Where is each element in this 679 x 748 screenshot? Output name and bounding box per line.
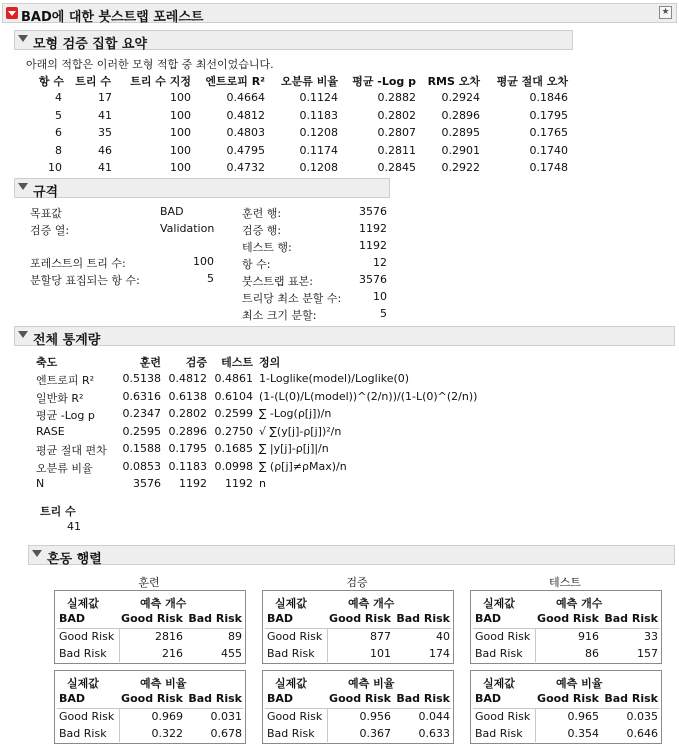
table-cell: 0.2901 xyxy=(441,143,480,157)
table-cell: 0.2750 xyxy=(214,424,253,438)
predicted-header: 예측 개수 xyxy=(556,597,603,610)
table-cell: 0.969 xyxy=(151,710,183,723)
column-header: 엔트로피 R² xyxy=(205,75,265,88)
table-cell: 0.1208 xyxy=(299,126,338,139)
column-header: 항 수 xyxy=(38,75,64,88)
row-label: Bad Risk xyxy=(475,727,523,740)
table-cell: 0.4664 xyxy=(226,91,265,104)
spec-value: 5 xyxy=(380,307,387,320)
column-header: 트리 수 xyxy=(75,75,111,88)
actual-header: 실제값 xyxy=(483,677,515,690)
spec-value: 1192 xyxy=(359,222,387,235)
column-header: 평균 절대 오차 xyxy=(496,75,568,88)
table-cell: 33 xyxy=(644,630,658,643)
divider xyxy=(473,628,659,629)
table-cell: 0.044 xyxy=(418,710,450,723)
table-cell: 455 xyxy=(221,647,242,660)
table-cell: 0.2811 xyxy=(377,143,416,157)
table-cell: 0.2347 xyxy=(122,407,161,420)
spec-label: 분할당 표집되는 항 수: xyxy=(30,274,140,287)
spec-label: 검증 행: xyxy=(242,224,282,237)
report-title: BAD에 대한 붓스트랩 포레스트 xyxy=(21,10,204,25)
table-cell: 0.4732 xyxy=(226,161,265,174)
column-header: Bad Risk xyxy=(604,692,658,705)
table-cell: 46 xyxy=(98,143,112,157)
spec-label: 검증 열: xyxy=(30,224,70,237)
confusion-rate-table xyxy=(54,670,246,744)
table-cell: 0.633 xyxy=(418,727,450,740)
table-cell: 0.1685 xyxy=(214,442,253,455)
spec-value: 5 xyxy=(207,272,214,285)
section-spec[interactable] xyxy=(14,178,390,198)
table-cell: 0.1588 xyxy=(122,442,161,455)
table-cell: 0.2845 xyxy=(377,161,416,174)
measure-name: 일반화 R² xyxy=(36,391,84,405)
table-cell: 0.4795 xyxy=(226,143,265,157)
definition: √ ∑(y[j]-ρ[j])²/n xyxy=(259,424,342,438)
section-confusion-matrix[interactable] xyxy=(28,545,675,565)
section-overall-stats[interactable] xyxy=(14,326,675,346)
table-cell: 6 xyxy=(55,126,62,139)
disclosure-triangle-icon[interactable] xyxy=(18,35,28,42)
column-header: 트리 수 지정 xyxy=(130,75,191,88)
table-cell: 0.2882 xyxy=(377,91,416,104)
predicted-header: 예측 비율 xyxy=(348,677,395,690)
column-header: 축도 xyxy=(36,356,58,369)
table-cell: 35 xyxy=(98,126,112,139)
table-cell: 877 xyxy=(370,630,391,643)
table-cell: 0.4812 xyxy=(168,372,207,385)
measure-name: N xyxy=(36,477,45,490)
actual-header: 실제값 xyxy=(483,597,515,610)
spec-value: 100 xyxy=(193,255,214,268)
table-cell: 0.0998 xyxy=(214,459,253,473)
table-cell: 0.2896 xyxy=(441,108,480,122)
column-header: Good Risk xyxy=(329,612,391,625)
table-cell: 5 xyxy=(55,108,62,122)
table-cell: 0.6138 xyxy=(168,389,207,403)
group-label: 검증 xyxy=(346,576,368,589)
target-label: BAD xyxy=(59,612,86,625)
group-label: 훈련 xyxy=(138,576,160,589)
section-validation-summary[interactable] xyxy=(14,30,573,50)
row-label: Bad Risk xyxy=(59,727,107,740)
column-header: 검증 xyxy=(185,356,207,369)
column-header: 훈련 xyxy=(139,356,161,369)
table-cell: 0.2802 xyxy=(377,108,416,122)
table-cell: 41 xyxy=(98,108,112,122)
table-cell: 0.1183 xyxy=(168,459,207,473)
predicted-header: 예측 개수 xyxy=(348,597,395,610)
column-header: Bad Risk xyxy=(188,692,242,705)
definition: 1-Loglike(model)/Loglike(0) xyxy=(259,372,410,385)
table-cell: 0.956 xyxy=(359,710,391,723)
column-header: Good Risk xyxy=(537,692,599,705)
table-cell: 0.2599 xyxy=(214,407,253,420)
table-cell: 17 xyxy=(98,91,112,104)
row-label: Good Risk xyxy=(59,710,115,723)
target-label: BAD xyxy=(267,692,294,705)
confusion-rate-table xyxy=(262,670,454,744)
table-cell: 0.1174 xyxy=(299,143,338,157)
column-header: Bad Risk xyxy=(396,692,450,705)
table-cell: 0.5138 xyxy=(122,372,161,385)
trees-value: 41 xyxy=(67,520,81,533)
column-header: Good Risk xyxy=(329,692,391,705)
row-label: Good Risk xyxy=(59,630,115,643)
column-header: Good Risk xyxy=(537,612,599,625)
red-triangle-menu-icon[interactable] xyxy=(6,7,18,19)
table-cell: 0.646 xyxy=(626,727,658,740)
target-label: BAD xyxy=(267,612,294,625)
spec-label: 트리당 최소 분할 수: xyxy=(242,292,342,305)
table-cell: 0.6316 xyxy=(122,389,161,403)
table-cell: 0.1124 xyxy=(299,91,338,104)
column-header: 테스트 xyxy=(221,356,253,369)
row-label: Bad Risk xyxy=(267,727,315,740)
row-label: Good Risk xyxy=(267,710,323,723)
table-cell: 0.6104 xyxy=(214,389,253,403)
divider xyxy=(265,628,451,629)
spec-value: 10 xyxy=(373,290,387,303)
table-cell: 10 xyxy=(48,161,62,174)
divider xyxy=(57,708,243,709)
group-label: 테스트 xyxy=(549,576,581,589)
table-cell: 100 xyxy=(170,161,191,174)
table-cell: 0.322 xyxy=(151,727,183,740)
spec-value: 12 xyxy=(373,256,387,269)
confusion-count-table xyxy=(470,590,662,664)
definition: ∑ -Log(ρ[j])/n xyxy=(259,407,332,420)
spec-label: 붓스트랩 표본: xyxy=(242,275,313,288)
table-cell: 0.1765 xyxy=(529,126,568,139)
row-label: Bad Risk xyxy=(267,647,315,660)
spec-value: 3576 xyxy=(359,273,387,286)
section-title: 모형 검증 집합 요약 xyxy=(33,37,148,52)
table-cell: 0.1208 xyxy=(299,161,338,174)
predicted-header: 예측 비율 xyxy=(140,677,187,690)
confusion-count-table xyxy=(262,590,454,664)
table-cell: 216 xyxy=(162,647,183,660)
table-cell: 0.1183 xyxy=(299,108,338,122)
measure-name: RASE xyxy=(36,424,65,438)
spec-label: 테스트 행: xyxy=(242,241,292,254)
spec-label: 항 수: xyxy=(242,258,271,271)
definition: ∑ |y[j]-ρ[j]|/n xyxy=(259,442,329,455)
definition: (1-(L(0)/L(model))^(2/n))/(1-L(0)^(2/n)) xyxy=(259,389,478,403)
row-label: Good Risk xyxy=(475,710,531,723)
table-cell: 916 xyxy=(578,630,599,643)
disclosure-triangle-icon[interactable] xyxy=(18,183,28,190)
table-cell: 0.2895 xyxy=(441,126,480,139)
column-header: Bad Risk xyxy=(188,612,242,625)
table-cell: 0.678 xyxy=(210,727,242,740)
column-header: Good Risk xyxy=(121,612,183,625)
spec-label: 최소 크기 분할: xyxy=(242,309,317,322)
table-cell: 0.965 xyxy=(567,710,599,723)
column-header: Bad Risk xyxy=(604,612,658,625)
spec-label: 목표값 xyxy=(30,207,62,220)
divider xyxy=(57,628,243,629)
table-cell: 0.2924 xyxy=(441,91,480,104)
table-cell: 3576 xyxy=(133,477,161,490)
table-cell: 0.1740 xyxy=(529,143,568,157)
validation-note: 아래의 적합은 이러한 모형 적합 중 최선이었습니다. xyxy=(26,58,274,71)
disclosure-triangle-icon[interactable] xyxy=(32,550,42,557)
table-cell: 0.1846 xyxy=(529,91,568,104)
table-cell: 174 xyxy=(429,647,450,660)
predicted-header: 예측 개수 xyxy=(140,597,187,610)
row-label: Good Risk xyxy=(475,630,531,643)
table-cell: 100 xyxy=(170,91,191,104)
divider xyxy=(265,708,451,709)
measure-name: 엔트로피 R² xyxy=(36,374,95,387)
target-label: BAD xyxy=(59,692,86,705)
target-label: BAD xyxy=(475,692,502,705)
table-cell: 0.2595 xyxy=(122,424,161,438)
row-label: Bad Risk xyxy=(475,647,523,660)
column-header: 오분류 비율 xyxy=(281,75,338,88)
table-cell: 0.035 xyxy=(626,710,658,723)
column-header: Good Risk xyxy=(121,692,183,705)
table-cell: 0.1748 xyxy=(529,161,568,174)
section-title: 혼동 행렬 xyxy=(47,552,102,567)
table-cell: 2816 xyxy=(155,630,183,643)
table-cell: 0.2896 xyxy=(168,424,207,438)
table-cell: 0.031 xyxy=(210,710,242,723)
actual-header: 실제값 xyxy=(67,677,99,690)
spec-value: Validation xyxy=(160,222,215,235)
section-title: 전체 통계량 xyxy=(33,333,101,348)
table-cell: 1192 xyxy=(179,477,207,490)
table-cell: 0.1795 xyxy=(529,108,568,122)
table-cell: 0.0853 xyxy=(122,459,161,473)
confusion-rate-table xyxy=(470,670,662,744)
table-cell: 86 xyxy=(585,647,599,660)
spec-value: BAD xyxy=(160,205,184,218)
table-cell: 100 xyxy=(170,126,191,139)
spec-label: 훈련 행: xyxy=(242,207,282,220)
actual-header: 실제값 xyxy=(67,597,99,610)
measure-name: 평균 -Log p xyxy=(36,409,95,422)
table-cell: 157 xyxy=(637,647,658,660)
trees-label: 트리 수 xyxy=(40,505,76,518)
pin-icon[interactable]: ★ xyxy=(659,6,672,19)
column-header: 정의 xyxy=(259,356,281,369)
report-title-bar xyxy=(2,3,677,23)
table-cell: 0.367 xyxy=(359,727,391,740)
table-cell: 0.1795 xyxy=(168,442,207,455)
measure-name: 오분류 비율 xyxy=(36,461,93,475)
spec-value: 3576 xyxy=(359,205,387,218)
table-cell: 89 xyxy=(228,630,242,643)
table-cell: 41 xyxy=(98,161,112,174)
confusion-count-table xyxy=(54,590,246,664)
spec-value: 1192 xyxy=(359,239,387,252)
table-cell: 100 xyxy=(170,143,191,157)
actual-header: 실제값 xyxy=(275,677,307,690)
target-label: BAD xyxy=(475,612,502,625)
definition: n xyxy=(259,477,266,490)
measure-name: 평균 절대 편차 xyxy=(36,444,107,457)
column-header: 평균 -Log p xyxy=(352,75,416,88)
table-cell: 100 xyxy=(170,108,191,122)
table-cell: 0.4861 xyxy=(214,372,253,385)
predicted-header: 예측 비율 xyxy=(556,677,603,690)
table-cell: 0.4812 xyxy=(226,108,265,122)
table-cell: 8 xyxy=(55,143,62,157)
row-label: Bad Risk xyxy=(59,647,107,660)
section-title: 규격 xyxy=(33,185,59,200)
table-cell: 40 xyxy=(436,630,450,643)
row-label: Good Risk xyxy=(267,630,323,643)
column-header: Bad Risk xyxy=(396,612,450,625)
table-cell: 0.4803 xyxy=(226,126,265,139)
table-cell: 1192 xyxy=(225,477,253,490)
definition: ∑ (ρ[j]≠ρMax)/n xyxy=(259,459,347,473)
table-cell: 0.2922 xyxy=(441,161,480,174)
table-cell: 0.2802 xyxy=(168,407,207,420)
spec-label: 포레스트의 트리 수: xyxy=(30,257,126,270)
column-header: RMS 오차 xyxy=(427,75,480,88)
table-cell: 0.354 xyxy=(567,727,599,740)
table-cell: 4 xyxy=(55,91,62,104)
actual-header: 실제값 xyxy=(275,597,307,610)
table-cell: 0.2807 xyxy=(377,126,416,139)
table-cell: 101 xyxy=(370,647,391,660)
disclosure-triangle-icon[interactable] xyxy=(18,331,28,338)
divider xyxy=(473,708,659,709)
